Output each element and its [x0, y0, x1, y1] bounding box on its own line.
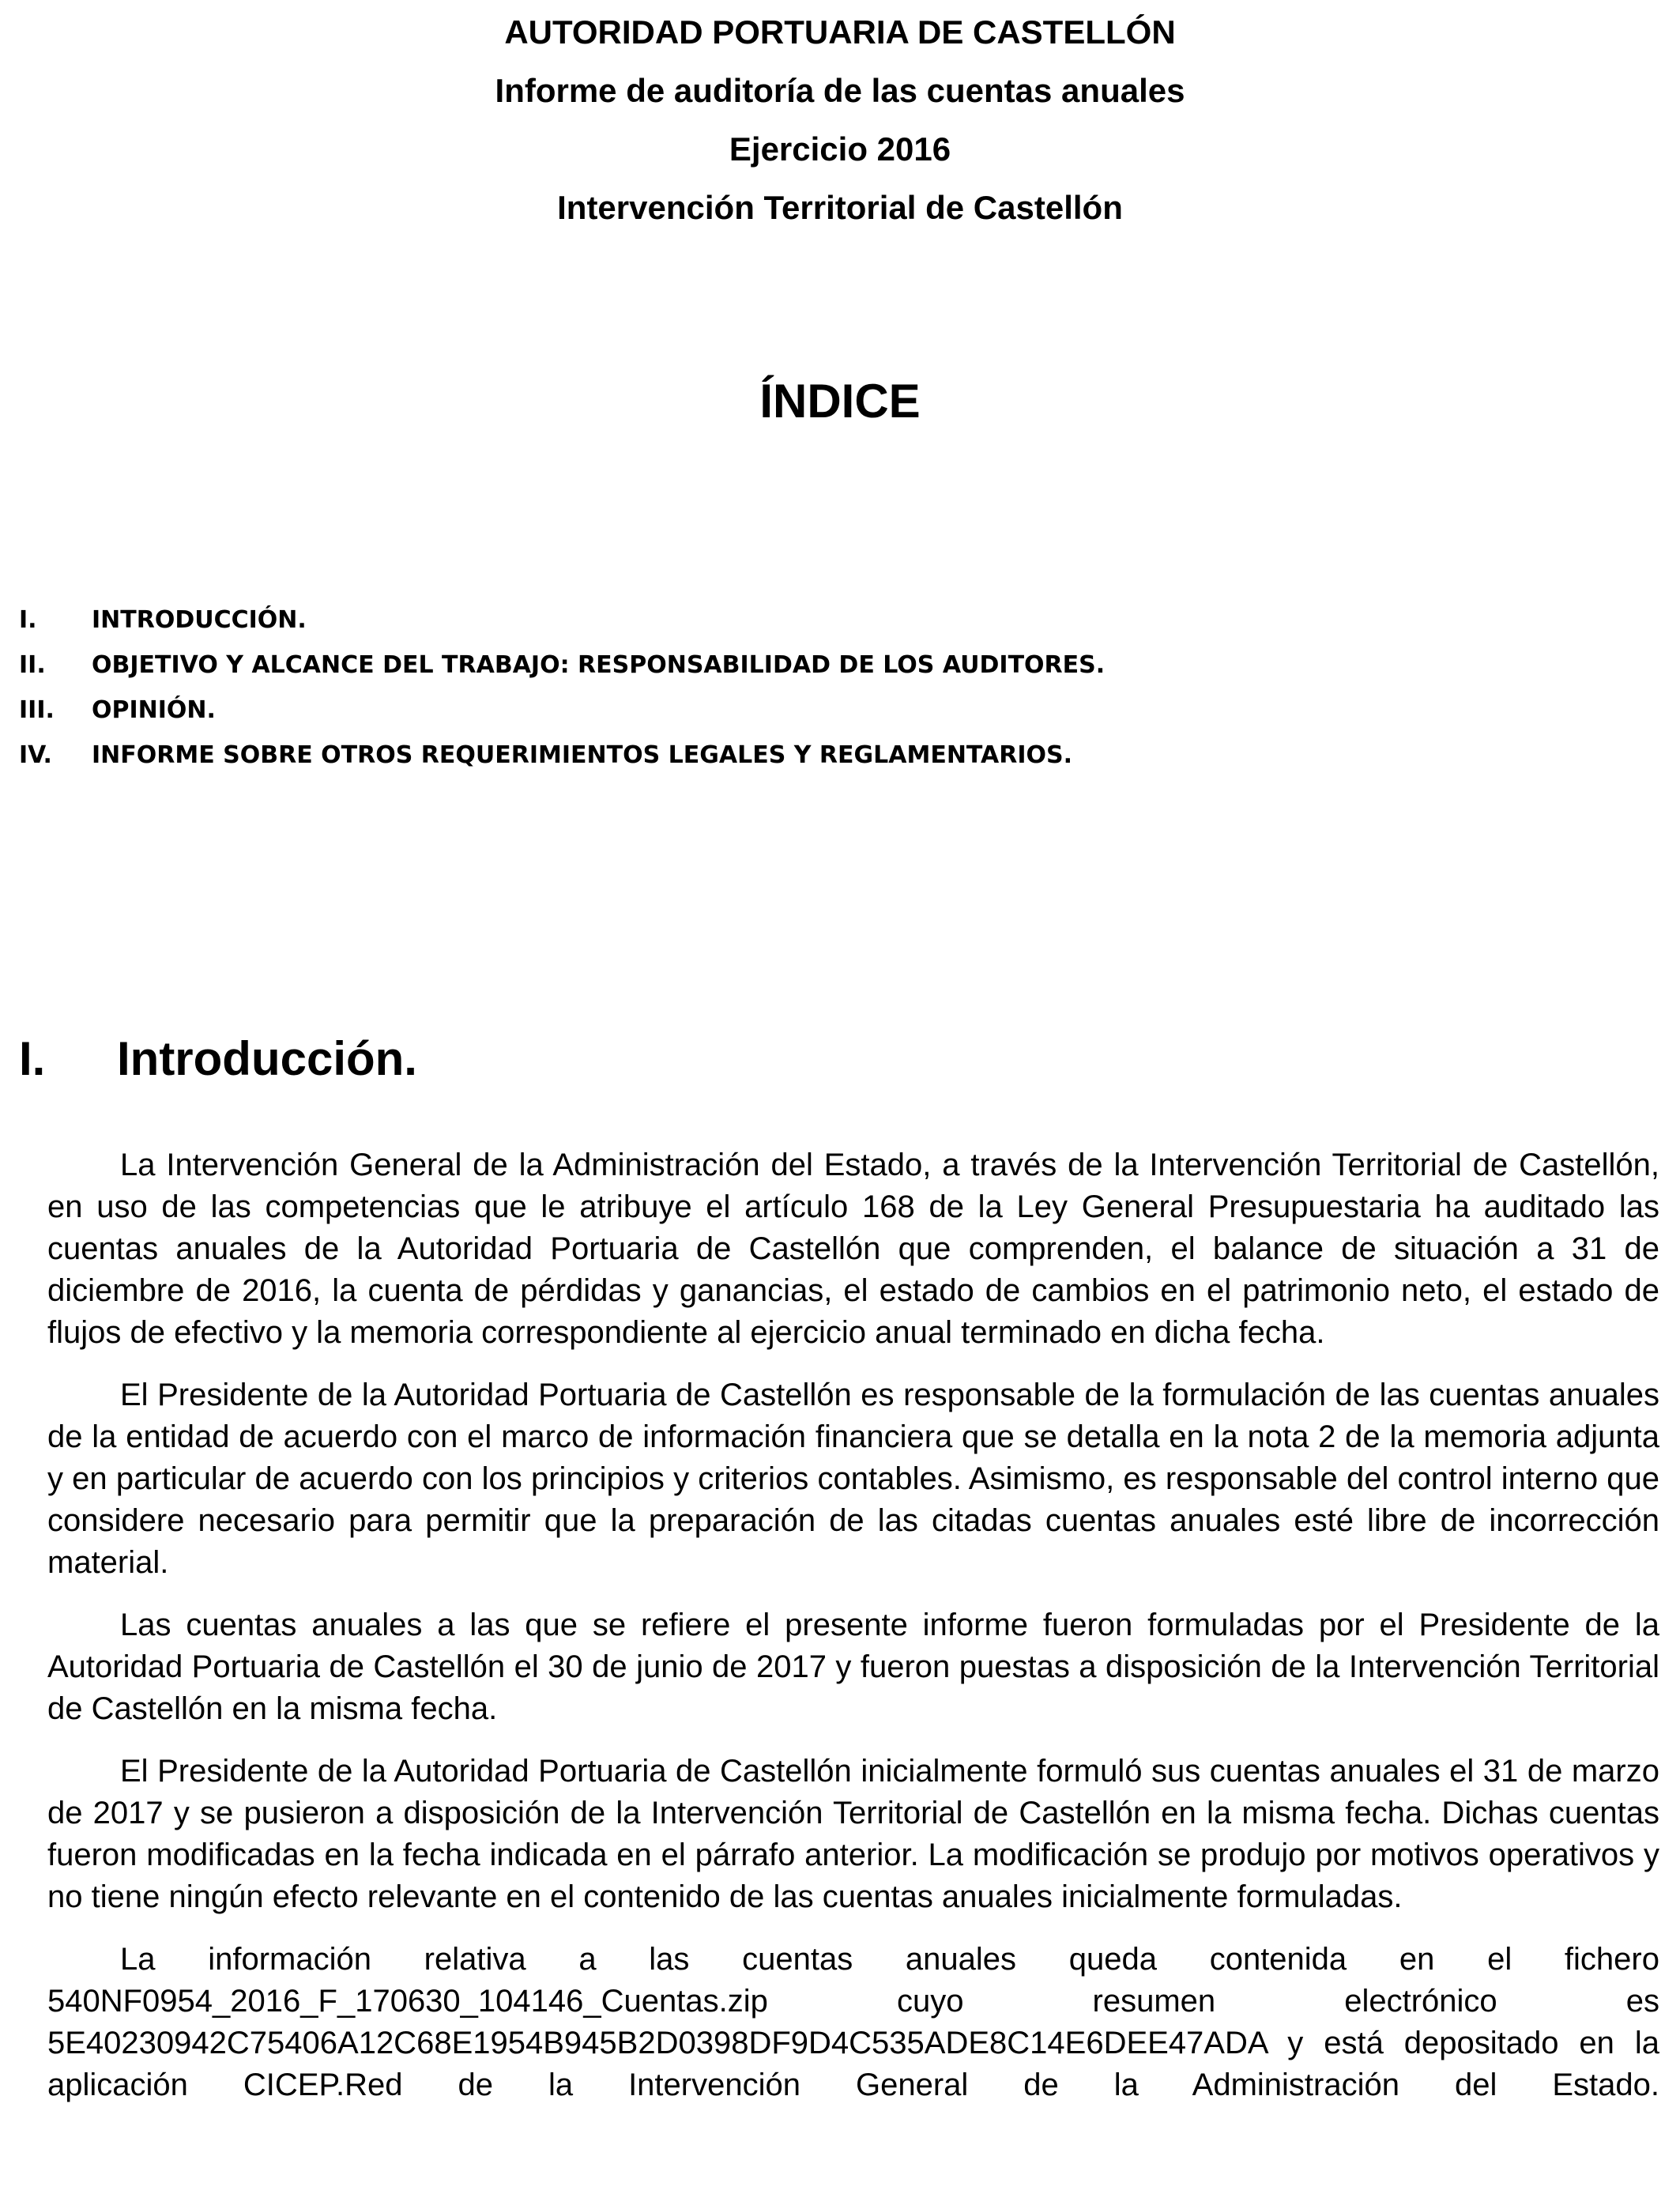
section-title: Introducción. — [117, 1032, 417, 1085]
header-entity-name: AUTORIDAD PORTUARIA DE CASTELLÓN — [504, 13, 1176, 51]
body-paragraph: La Intervención General de la Administración del Estado, a través de la Intervención Territorial de Castellón, en uso de las competencias que le atribuye el artículo 168 de la Ley General Presupuestaria ha auditado las cuentas anuales de la Autoridad Portuaria de Castellón que comprenden, el balance de situación a 31 de diciembre de 2016, la cuenta de pérdidas y ganancias, el estado de cambios en el patrimonio neto, el estado de flujos de efectivo y la memoria correspondiente al ejercicio anual terminado en dicha fecha. — [47, 1148, 1659, 1350]
report-header — [0, 3, 1680, 237]
body-paragraph: El Presidente de la Autoridad Portuaria de Castellón es responsable de la formulación de las cuentas anuales de la entidad de acuerdo con el marco de información financiera que se detalla en la nota 2 de la memoria adjunta y en particular de acuerdo con los principios y criterios contables. Asimismo, es responsable del control interno que considere necesario para permitir que la preparación de las citadas cuentas anuales esté libre de incorrección material. — [47, 1378, 1659, 1580]
toc-item-label: OBJETIVO Y ALCANCE DEL TRABAJO: RESPONSABILIDAD DE LOS AUDITORES. — [92, 651, 1106, 679]
toc-item-label: INTRODUCCIÓN. — [92, 606, 307, 634]
toc-item-number: II. — [19, 651, 46, 679]
toc-item-label: OPINIÓN. — [92, 696, 216, 724]
toc-item — [19, 688, 1663, 733]
toc-item-number: I. — [19, 606, 37, 634]
toc-item — [19, 598, 1663, 643]
toc-item-label: INFORME SOBRE OTROS REQUERIMIENTOS LEGALES Y REGLAMENTARIOS. — [92, 741, 1073, 769]
toc-item — [19, 643, 1663, 688]
toc-item-number: IV. — [19, 741, 52, 769]
body-paragraph: El Presidente de la Autoridad Portuaria de Castellón inicialmente formuló sus cuentas anuales el 31 de marzo de 2017 y se pusieron a disposición de la Intervención Territorial de Castellón en la misma fecha. Dichas cuentas fueron modificadas en la fecha indicada en el párrafo anterior. La modificación se produjo por motivos operativos y no tiene ningún efecto relevante en el contenido de las cuentas anuales inicialmente formuladas. — [47, 1754, 1659, 1914]
index-title: ÍNDICE — [759, 375, 921, 428]
body-paragraph: Las cuentas anuales a las que se refiere el presente informe fueron formuladas por el Presidente de la Autoridad Portuaria de Castellón el 30 de junio de 2017 y fueron puestas a disposición de la Intervención Territorial de Castellón en la misma fecha. — [47, 1608, 1659, 1726]
table-of-contents — [19, 598, 1663, 778]
header-auditor: Intervención Territorial de Castellón — [557, 189, 1123, 226]
header-fiscal-year: Ejercicio 2016 — [729, 130, 951, 168]
toc-item-number: III. — [19, 696, 55, 724]
toc-item — [19, 733, 1663, 778]
body-paragraph: La información relativa a las cuentas anuales queda contenida en el fichero 540NF0954_2016_F_170630_104146_Cuentas.zip cuyo resumen electrónico es 5E40230942C75406A12C68E1954B945B2D0398DF9D4C535ADE8C14E6DEE47ADA y está depositado en la aplicación CICEP.Red de la Intervención General de la Administración del Estado. — [47, 1942, 1659, 2102]
section-number: I. — [19, 1032, 46, 1085]
header-report-title: Informe de auditoría de las cuentas anuales — [495, 72, 1185, 109]
section-body — [47, 1144, 1659, 2106]
section-heading-introduction — [19, 1027, 417, 1091]
